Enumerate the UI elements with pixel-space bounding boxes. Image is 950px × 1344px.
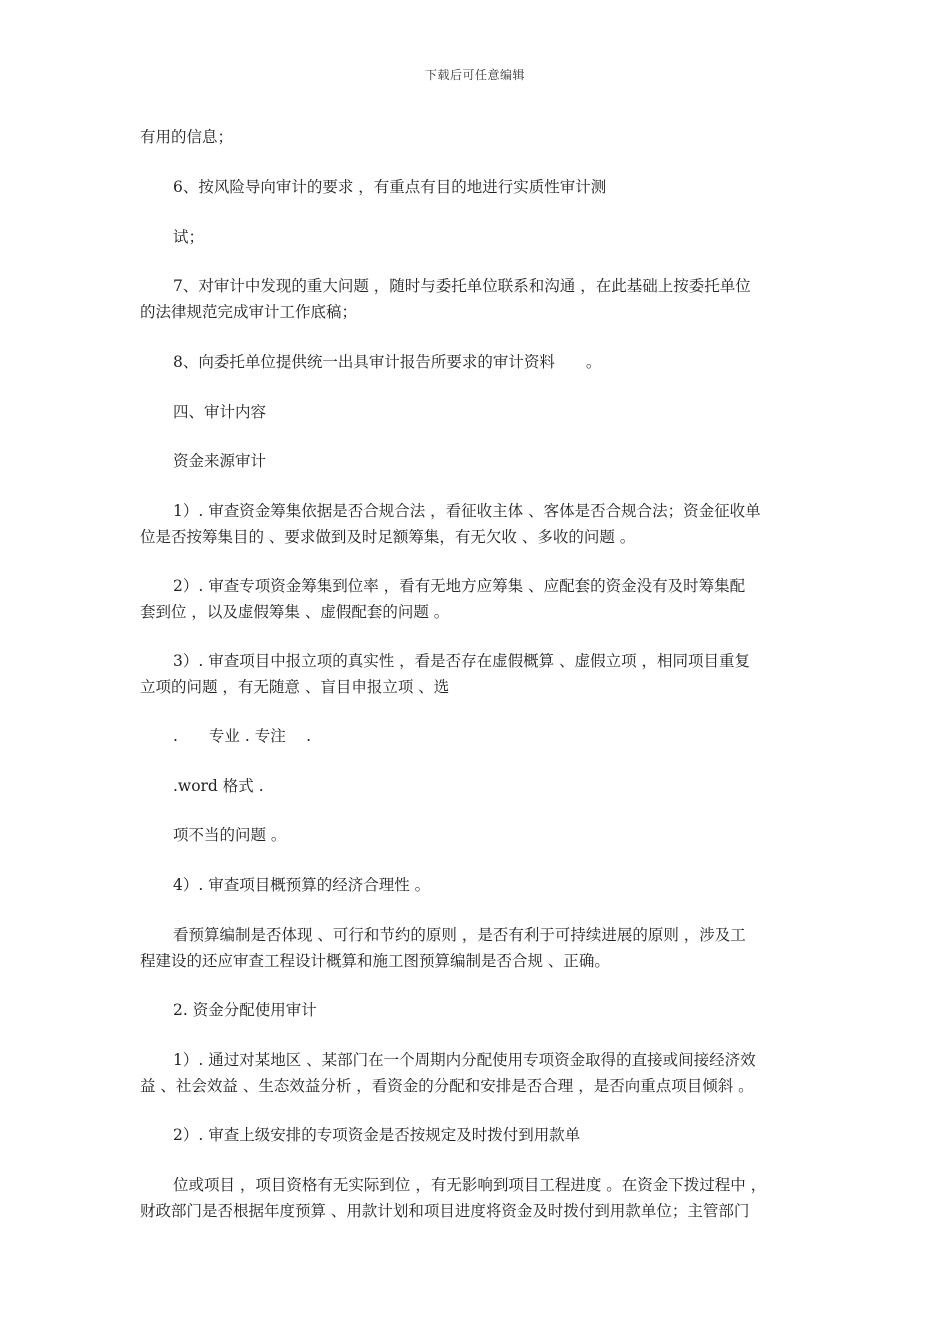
paragraph-line: 1）. 通过对某地区 、某部门在一个周期内分配使用专项资金取得的直接或间接经济效 (173, 1051, 756, 1069)
paragraph-line: 财政部门是否根据年度预算 、用款计划和项目进度将资金及时拨付到用款单位；主管部门 (140, 1202, 750, 1220)
paragraph-line: 位或项目 ，项目资格有无实际到位 ，有无影响到项目工程进度 。在资金下拨过程中 ， (173, 1176, 767, 1194)
paragraph-fund-source-2 (140, 573, 820, 625)
paragraph-fund-source-3-continued: 项不当的问题 。 (173, 826, 287, 844)
paragraph-line: 3）. 审查项目中报立项的真实性 ，看是否存在虚假概算 、虚假立项 ，相同项目重复 (173, 652, 750, 670)
paragraph-line: 的法律规范完成审计工作底稿； (140, 303, 358, 321)
paragraph-fund-source-4: 4）. 审查项目概预算的经济合理性 。 (173, 876, 431, 894)
paragraph-fund-source-3 (140, 648, 820, 700)
page-header: 下载后可任意编辑 (424, 68, 525, 82)
paragraph-item-7 (140, 273, 820, 325)
paragraph-line: 7、对审计中发现的重大问题 ，随时与委托单位联系和沟通 ，在此基础上按委托单位 (173, 277, 751, 295)
paragraph-item-8: 8、向委托单位提供统一出具审计报告所要求的审计资料 。 (173, 353, 602, 371)
paragraph-line: 2）. 审查专项资金筹集到位率 ，看有无地方应筹集 、应配套的资金没有及时筹集配 (173, 577, 746, 595)
paragraph-useful-info: 有用的信息； (140, 128, 234, 146)
section-heading-audit-content: 四、审计内容 (173, 403, 267, 421)
paragraph-allocation-1 (140, 1047, 820, 1099)
paragraph-line: 1）. 审查资金筹集依据是否合规合法 ，看征收主体 、客体是否合规合法；资金征收单 (173, 502, 761, 520)
watermark-line-professional: . 专业 . 专注 . (173, 727, 312, 745)
paragraph-line: 位是否按筹集目的 、要求做到及时足额筹集，有无欠收 、多收的问题 。 (140, 528, 636, 546)
paragraph-item-6: 6、按风险导向审计的要求 ，有重点有目的地进行实质性审计测 (173, 178, 607, 196)
paragraph-line: 立项的问题 ，有无随意 、盲目申报立项 、选 (140, 678, 450, 696)
paragraph-line: 看预算编制是否体现 、可行和节约的原则 ，是否有利于可持续进展的原则 ，涉及工 (173, 926, 746, 944)
watermark-line-word-format: .word 格式 . (173, 777, 264, 795)
paragraph-item-6-continued: 试； (173, 228, 205, 246)
paragraph-budget-principles (140, 922, 820, 974)
paragraph-line: 程建设的还应审查工程设计概算和施工图预算编制是否合规 、正确。 (140, 952, 610, 970)
subheading-fund-allocation-audit: 2. 资金分配使用审计 (173, 1001, 317, 1019)
paragraph-allocation-2-continued (140, 1172, 820, 1224)
paragraph-allocation-2: 2）. 审查上级安排的专项资金是否按规定及时拨付到用款单 (173, 1126, 581, 1144)
paragraph-fund-source-1 (140, 498, 820, 550)
paragraph-line: 套到位 ，以及虚假筹集 、虚假配套的问题 。 (140, 603, 450, 621)
paragraph-line: 益 、社会效益 、生态效益分析 ，看资金的分配和安排是否合理 ，是否向重点项目倾斜 。 (140, 1077, 754, 1095)
subheading-fund-source-audit: 资金来源审计 (173, 452, 267, 470)
